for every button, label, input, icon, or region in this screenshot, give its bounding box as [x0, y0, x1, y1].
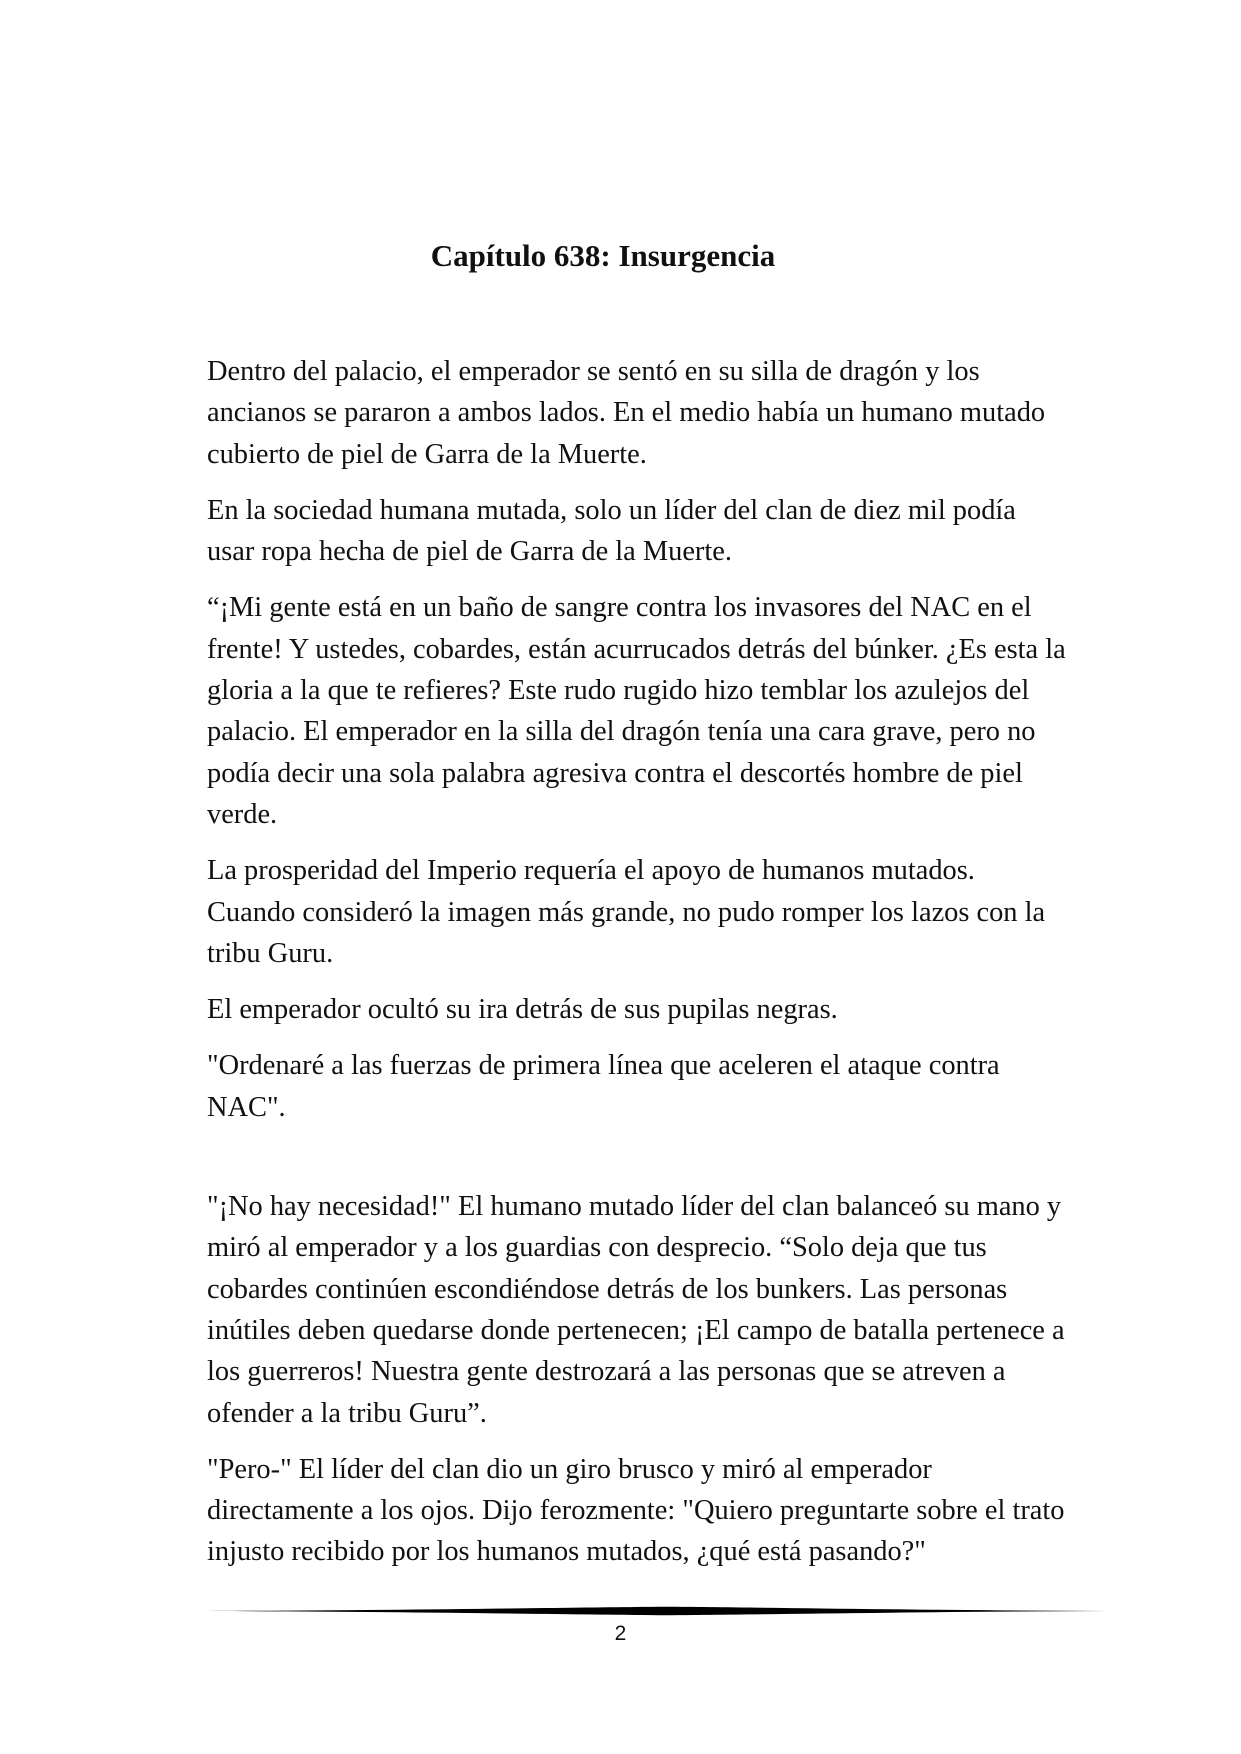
paragraph-1: Dentro del palacio, el emperador se sentó en su silla de dragón y los ancianos se pararon a ambos lados. En el medio había un humano mutado cubierto de piel de Garra de la Muerte.: [207, 356, 1046, 470]
paragraph-2: En la sociedad humana mutada, solo un líder del clan de diez mil podía usar ropa hecha de piel de Garra de la Muerte.: [207, 494, 1016, 568]
paragraph-3: “¡Mi gente está en un baño de sangre contra los invasores del NAC en el frente! Y ustedes, cobardes, están acurrucados detrás del búnker. ¿Es esta la gloria a la que te refieres? Este rudo rugido hizo temblar los azulejos del palacio. El emperador en la silla del dragón tenía una cara grave, pero no podía decir una sola palabra agresiva contra el descortés hombre de piel verde.: [207, 592, 1066, 830]
chapter-title: Capítulo 638: Insurgencia: [430, 238, 776, 273]
paragraph-4: La prosperidad del Imperio requería el apoyo de humanos mutados. Cuando consideró la imagen más grande, no pudo romper los lazos con la tribu Guru.: [207, 855, 1046, 969]
footer-rule: [207, 1606, 1107, 1616]
paragraph-7: "¡No hay necesidad!" El humano mutado líder del clan balanceó su mano y miró al emperador y a los guardias con desprecio. “Solo deja que tus cobardes continúen escondiéndose detrás de los bunkers. Las personas inútiles deben quedarse donde pertenecen; ¡El campo de batalla pertenece a los guerreros! Nuestra gente destrozará a las personas que se atreven a ofender a la tribu Guru”.: [207, 1191, 1065, 1429]
paragraph-8: "Pero-" El líder del clan dio un giro brusco y miró al emperador directamente a los ojos. Dijo ferozmente: "Quiero preguntarte sobre el trato injusto recibido por los humanos mutados, ¿qué está pasando?": [207, 1453, 1065, 1568]
paragraph-5: El emperador ocultó su ira detrás de sus pupilas negras.: [207, 994, 838, 1026]
page-number: 2: [614, 1622, 627, 1645]
paragraph-6: "Ordenaré a las fuerzas de primera línea que aceleren el ataque contra NAC".: [207, 1050, 1000, 1123]
chapter-body: [207, 351, 1067, 1588]
